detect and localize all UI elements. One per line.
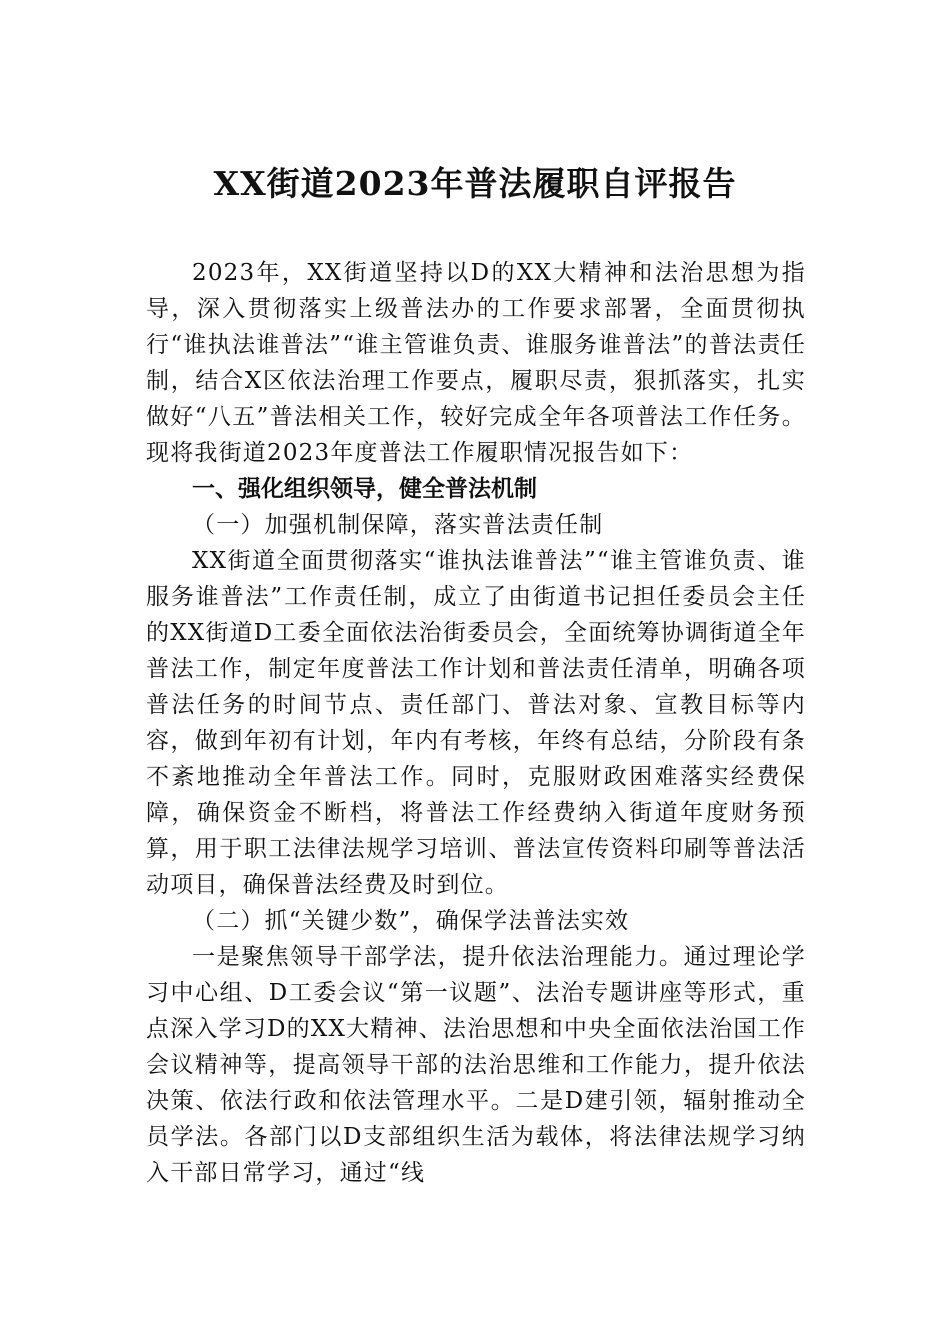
subsection-1-paragraph: XX街道全面贯彻落实“谁执法谁普法”“谁主管谁负责、谁服务谁普法”工作责任制，成立了由街道书记担任委员会主任的XX街道D工委全面依法治街委员会，全面统筹协调街道全年普法工作，制定年度普法工作计划和普法责任清单，明确各项普法任务的时间节点、责任部门、普法对象、宣教目标等内容，做到年初有计划，年内有考核，年终有总结，分阶段有条不紊地推动全年普法工作。同时，克服财政困难落实经费保障，确保资金不断档，将普法工作经费纳入街道年度财务预算，用于职工法律法规学习培训、普法宣传资料印刷等普法活动项目，确保普法经费及时到位。 [146, 548, 806, 898]
subsection-heading-2: （二）抓“关键少数”，确保学法普法实效 [192, 908, 630, 934]
section-heading-1: 一、强化组织领导，健全普法机制 [192, 476, 537, 502]
intro-paragraph: 2023年，XX街道坚持以D的XX大精神和法治思想为指导，深入贯彻落实上级普法办的工作要求部署，全面贯彻执行“谁执法谁普法”“谁主管谁负责、谁服务谁普法”的普法责任制，结合X区依法治理工作要点，履职尽责，狠抓落实，扎实做好“八五”普法相关工作，较好完成全年各项普法工作任务。现将我街道2023年度普法工作履职情况报告如下： [146, 260, 806, 466]
subsection-2-paragraph: 一是聚焦领导干部学法，提升依法治理能力。通过理论学习中心组、D工委会议“第一议题”、法治专题讲座等形式，重点深入学习D的XX大精神、法治思想和中央全面依法治国工作会议精神等，提高领导干部的法治思维和工作能力，提升依法决策、依法行政和依法管理水平。二是D建引领，辐射推动全员学法。各部门以D支部组织生活为载体，将法律法规学习纳入干部日常学习，通过“线 [146, 944, 806, 1186]
document-body [146, 255, 806, 1191]
subsection-heading-1: （一）加强机制保障，落实普法责任制 [192, 512, 604, 538]
document-title: XX街道2023年普法履职自评报告 [213, 164, 737, 203]
